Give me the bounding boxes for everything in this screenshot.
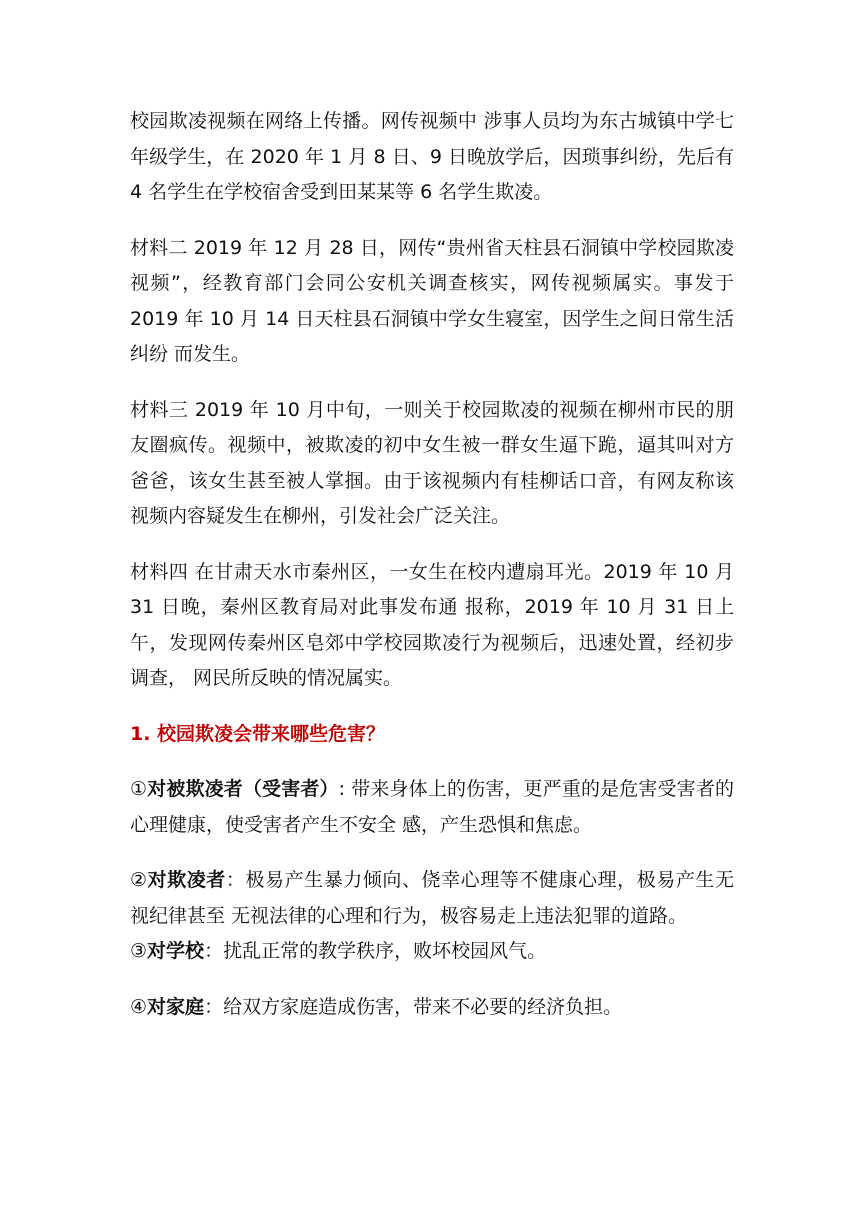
item-text: 极易产生暴力倾向、侥幸心理等不健康心理，极易产生无视纪律甚至 无视法律的心理和行为，极容易走上违法犯罪的道路。 [130,869,734,927]
item-label: 对欺凌者 [147,869,226,891]
item-label: 对被欺凌者（受害者） [147,778,339,800]
item-text: 给双方家庭造成伤害，带来不必要的经济负担。 [223,995,623,1018]
item-text: 带来身体上的伤害，更严重的是危害受害者的心理健康，使受害者产生不安全 感，产生恐惧和焦虑。 [130,778,734,836]
item-marker: ③ [130,940,148,962]
harm-item-bully [130,863,734,934]
item-text: 扰乱正常的教学秩序，败坏校园风气。 [223,940,547,962]
intro-paragraph: 校园欺凌视频在网络上传播。网传视频中 涉事人员均为东古城镇中学七年级学生，在 2020 年 1 月 8 日、9 日晚放学后，因琐事纠纷，先后有 4 名学生在学校宿舍受到田某某等 6 名学生欺凌。 [130,110,734,203]
item-separator: ： [204,995,224,1018]
harm-item-school [130,934,734,970]
harm-item-victim [130,772,734,843]
material-four-paragraph: 材料四 在甘肃天水市秦州区，一女生在校内遭扇耳光。2019 年 10 月 31 日晚，秦州区教育局对此事发布通 报称，2019 年 10 月 31 日上午，发现网传秦州区皂郊中学校园欺凌行为视频后，迅速处置，经初步调查， 网民所反映的情况属实。 [130,560,734,689]
item-label: 对学校 [147,940,205,962]
item-marker: ① [130,778,148,800]
item-separator: : [338,778,352,800]
section-heading: 1. 校园欺凌会带来哪些危害？ [130,722,386,745]
item-marker: ④ [130,995,148,1018]
item-label: 对家庭 [147,995,205,1018]
material-three-paragraph: 材料三 2019 年 10 月中旬，一则关于校园欺凌的视频在柳州市民的朋友圈疯传。视频中，被欺凌的初中女生被一群女生逼下跪，逼其叫对方爸爸，该女生甚至被人掌掴。由于该视频内有桂柳话口音，有网友称该视频内容疑发生在柳州，引发社会广泛关注。 [130,398,734,527]
item-separator: ： [204,940,224,962]
item-separator: ： [225,869,246,891]
document-body [130,104,734,1045]
item-marker: ② [130,869,148,891]
harm-item-family [130,990,734,1026]
material-two-paragraph: 材料二 2019 年 12 月 28 日，网传“贵州省天柱县石洞镇中学校园欺凌视频”，经教育部门会同公安机关调查核实，网传视频属实。事发于 2019 年 10 月 14 日天柱县石洞镇中学女生寝室，因学生之间日常生活纠纷 而发生。 [130,236,734,365]
